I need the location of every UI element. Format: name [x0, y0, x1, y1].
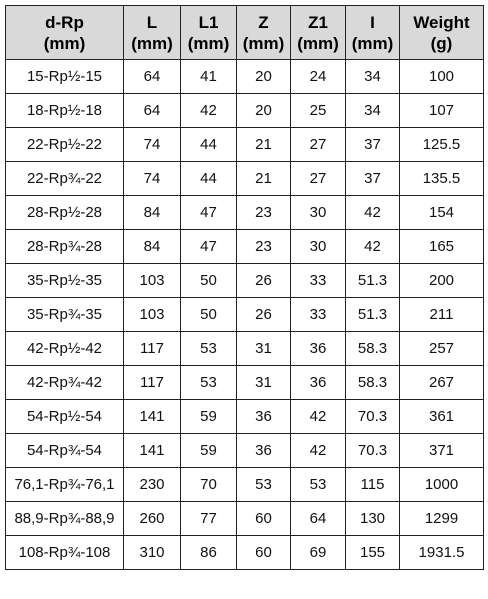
cell-weight: 1299 — [400, 502, 484, 536]
cell-d-rp: 35-Rp¾-35 — [6, 298, 124, 332]
cell-z1: 27 — [291, 162, 346, 196]
table-row — [6, 298, 484, 332]
cell-l1: 77 — [181, 502, 237, 536]
table-row — [6, 162, 484, 196]
cell-z1: 25 — [291, 94, 346, 128]
cell-z1: 42 — [291, 434, 346, 468]
cell-l: 117 — [124, 332, 181, 366]
cell-weight: 361 — [400, 400, 484, 434]
cell-l: 103 — [124, 264, 181, 298]
cell-l: 141 — [124, 400, 181, 434]
table-row — [6, 366, 484, 400]
cell-i: 42 — [346, 196, 400, 230]
column-header-label: Z1 — [308, 12, 328, 32]
cell-l1: 59 — [181, 400, 237, 434]
cell-i: 42 — [346, 230, 400, 264]
cell-z: 21 — [237, 128, 291, 162]
table-row — [6, 230, 484, 264]
cell-z1: 36 — [291, 332, 346, 366]
column-header-label: Z — [258, 12, 269, 32]
cell-i: 37 — [346, 162, 400, 196]
table-row — [6, 468, 484, 502]
cell-z: 31 — [237, 332, 291, 366]
column-header-label: Weight — [413, 12, 470, 32]
column-header-d-rp — [6, 6, 124, 60]
cell-l1: 53 — [181, 332, 237, 366]
cell-i: 58.3 — [346, 332, 400, 366]
table-body — [6, 60, 484, 570]
cell-weight: 154 — [400, 196, 484, 230]
cell-d-rp: 42-Rp¾-42 — [6, 366, 124, 400]
table-row — [6, 332, 484, 366]
table-row — [6, 60, 484, 94]
cell-z: 31 — [237, 366, 291, 400]
cell-z: 23 — [237, 196, 291, 230]
column-header-label: I — [370, 12, 375, 32]
cell-l1: 59 — [181, 434, 237, 468]
cell-l1: 44 — [181, 162, 237, 196]
column-header-unit: (mm) — [297, 33, 339, 53]
column-header-z1 — [291, 6, 346, 60]
cell-z: 20 — [237, 94, 291, 128]
cell-d-rp: 88,9-Rp¾-88,9 — [6, 502, 124, 536]
cell-l1: 42 — [181, 94, 237, 128]
cell-i: 115 — [346, 468, 400, 502]
cell-i: 34 — [346, 60, 400, 94]
column-header-i — [346, 6, 400, 60]
cell-z: 36 — [237, 434, 291, 468]
table-row — [6, 94, 484, 128]
column-header-l1 — [181, 6, 237, 60]
column-header-unit: (g) — [430, 33, 453, 53]
cell-z1: 33 — [291, 298, 346, 332]
cell-i: 34 — [346, 94, 400, 128]
cell-l: 64 — [124, 60, 181, 94]
cell-d-rp: 15-Rp½-15 — [6, 60, 124, 94]
dimensions-table — [5, 5, 484, 570]
cell-l1: 50 — [181, 264, 237, 298]
cell-z1: 30 — [291, 230, 346, 264]
cell-l: 260 — [124, 502, 181, 536]
cell-z1: 24 — [291, 60, 346, 94]
cell-weight: 200 — [400, 264, 484, 298]
cell-z1: 33 — [291, 264, 346, 298]
cell-z: 60 — [237, 502, 291, 536]
cell-i: 130 — [346, 502, 400, 536]
cell-i: 51.3 — [346, 264, 400, 298]
table-row — [6, 502, 484, 536]
cell-l: 141 — [124, 434, 181, 468]
cell-weight: 135.5 — [400, 162, 484, 196]
cell-l: 117 — [124, 366, 181, 400]
table-row — [6, 536, 484, 570]
cell-z: 36 — [237, 400, 291, 434]
cell-weight: 211 — [400, 298, 484, 332]
cell-z1: 36 — [291, 366, 346, 400]
column-header-label: L — [146, 12, 158, 32]
cell-d-rp: 28-Rp¾-28 — [6, 230, 124, 264]
cell-i: 37 — [346, 128, 400, 162]
cell-weight: 125.5 — [400, 128, 484, 162]
cell-l: 103 — [124, 298, 181, 332]
cell-l: 74 — [124, 162, 181, 196]
cell-d-rp: 108-Rp¾-108 — [6, 536, 124, 570]
cell-l1: 47 — [181, 230, 237, 264]
cell-d-rp: 18-Rp½-18 — [6, 94, 124, 128]
cell-l: 230 — [124, 468, 181, 502]
column-header-unit: (mm) — [351, 33, 394, 53]
table-row — [6, 400, 484, 434]
cell-z: 21 — [237, 162, 291, 196]
cell-z1: 69 — [291, 536, 346, 570]
cell-z1: 30 — [291, 196, 346, 230]
cell-z: 26 — [237, 264, 291, 298]
cell-d-rp: 42-Rp½-42 — [6, 332, 124, 366]
cell-l: 84 — [124, 230, 181, 264]
cell-weight: 371 — [400, 434, 484, 468]
cell-l: 64 — [124, 94, 181, 128]
cell-z: 20 — [237, 60, 291, 94]
cell-i: 58.3 — [346, 366, 400, 400]
cell-z: 26 — [237, 298, 291, 332]
cell-weight: 107 — [400, 94, 484, 128]
column-header-z — [237, 6, 291, 60]
cell-i: 70.3 — [346, 434, 400, 468]
cell-z1: 53 — [291, 468, 346, 502]
cell-weight: 1931.5 — [400, 536, 484, 570]
cell-weight: 165 — [400, 230, 484, 264]
cell-weight: 267 — [400, 366, 484, 400]
cell-l1: 53 — [181, 366, 237, 400]
cell-i: 51.3 — [346, 298, 400, 332]
cell-l1: 47 — [181, 196, 237, 230]
column-header-unit: (mm) — [187, 33, 230, 53]
table-header — [6, 6, 484, 60]
cell-l1: 70 — [181, 468, 237, 502]
column-header-label: d-Rp — [45, 12, 84, 32]
column-header-unit: (mm) — [242, 33, 285, 53]
cell-z1: 42 — [291, 400, 346, 434]
cell-weight: 1000 — [400, 468, 484, 502]
cell-d-rp: 22-Rp¾-22 — [6, 162, 124, 196]
cell-d-rp: 54-Rp¾-54 — [6, 434, 124, 468]
cell-z: 60 — [237, 536, 291, 570]
cell-l: 74 — [124, 128, 181, 162]
cell-l: 310 — [124, 536, 181, 570]
cell-i: 70.3 — [346, 400, 400, 434]
cell-l1: 41 — [181, 60, 237, 94]
table-row — [6, 434, 484, 468]
table-row — [6, 196, 484, 230]
column-header-l — [124, 6, 181, 60]
cell-d-rp: 28-Rp½-28 — [6, 196, 124, 230]
cell-l1: 86 — [181, 536, 237, 570]
cell-d-rp: 76,1-Rp¾-76,1 — [6, 468, 124, 502]
cell-l1: 44 — [181, 128, 237, 162]
cell-weight: 100 — [400, 60, 484, 94]
column-header-weight — [400, 6, 484, 60]
cell-z1: 27 — [291, 128, 346, 162]
cell-d-rp: 54-Rp½-54 — [6, 400, 124, 434]
cell-weight: 257 — [400, 332, 484, 366]
table-row — [6, 264, 484, 298]
cell-z: 53 — [237, 468, 291, 502]
cell-z: 23 — [237, 230, 291, 264]
cell-i: 155 — [346, 536, 400, 570]
cell-l1: 50 — [181, 298, 237, 332]
cell-d-rp: 22-Rp½-22 — [6, 128, 124, 162]
header-row — [6, 6, 484, 60]
cell-d-rp: 35-Rp½-35 — [6, 264, 124, 298]
table-row — [6, 128, 484, 162]
column-header-label: L1 — [198, 12, 219, 32]
column-header-unit: (mm) — [131, 33, 173, 53]
cell-z1: 64 — [291, 502, 346, 536]
cell-l: 84 — [124, 196, 181, 230]
column-header-unit: (mm) — [43, 33, 86, 53]
